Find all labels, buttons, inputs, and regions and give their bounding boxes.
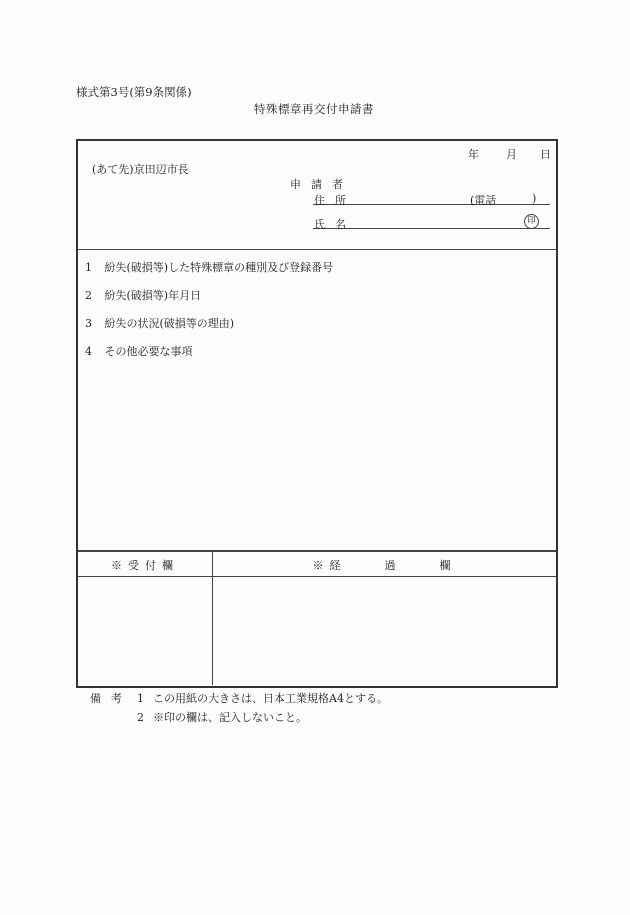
name-label: 氏名 <box>314 218 356 231</box>
reception-column-header: ※受付欄 <box>111 559 179 572</box>
remarks-note-number: 1 <box>137 692 144 705</box>
header-section-divider <box>78 249 556 250</box>
phone-label: (電話 <box>470 194 497 207</box>
item-number: 2 <box>85 289 92 302</box>
seal-icon: 印 <box>524 214 539 229</box>
date-day-label: 日 <box>540 148 551 161</box>
remarks-label: 備考 <box>90 692 132 705</box>
address-label: 住所 <box>314 194 356 207</box>
office-header-row-divider <box>78 576 556 577</box>
remarks-note-text: この用紙の大きさは、日本工業規格A4とする。 <box>153 692 388 705</box>
progress-text-1: 経 <box>329 559 347 572</box>
item-lost-badge-type <box>85 259 333 275</box>
remarks-note-number: 2 <box>137 711 144 724</box>
progress-text-3: 欄 <box>439 559 457 572</box>
item-loss-circumstances <box>85 315 234 331</box>
date-month-label: 月 <box>506 148 517 161</box>
item-number: 1 <box>85 261 92 274</box>
progress-column-header <box>213 557 556 573</box>
remarks-note-text: ※印の欄は、記入しないこと。 <box>153 711 307 724</box>
addressee: (あて先)京田辺市長 <box>92 163 189 176</box>
remarks-note <box>137 709 307 725</box>
item-number: 3 <box>85 317 92 330</box>
item-lost-date <box>85 287 201 303</box>
applicant-label: 申請者 <box>290 178 353 191</box>
progress-text-2: 過 <box>384 559 402 572</box>
phone-close-paren: ) <box>532 192 537 205</box>
item-label: 紛失(破損等)年月日 <box>104 289 202 302</box>
document-title: 特殊標章再交付申請書 <box>254 102 374 116</box>
item-label: その他必要な事項 <box>104 345 193 358</box>
form-number: 様式第3号(第9条関係) <box>76 85 192 99</box>
progress-mark: ※ <box>312 559 330 572</box>
date-year-label: 年 <box>468 148 479 161</box>
item-label: 紛失(破損等)した特殊標章の種別及び登録番号 <box>104 261 334 274</box>
item-other-matters <box>85 343 193 359</box>
item-number: 4 <box>85 345 92 358</box>
office-use-divider <box>78 550 556 552</box>
remarks-note <box>137 690 388 706</box>
item-label: 紛失の状況(破損等の理由) <box>104 317 235 330</box>
